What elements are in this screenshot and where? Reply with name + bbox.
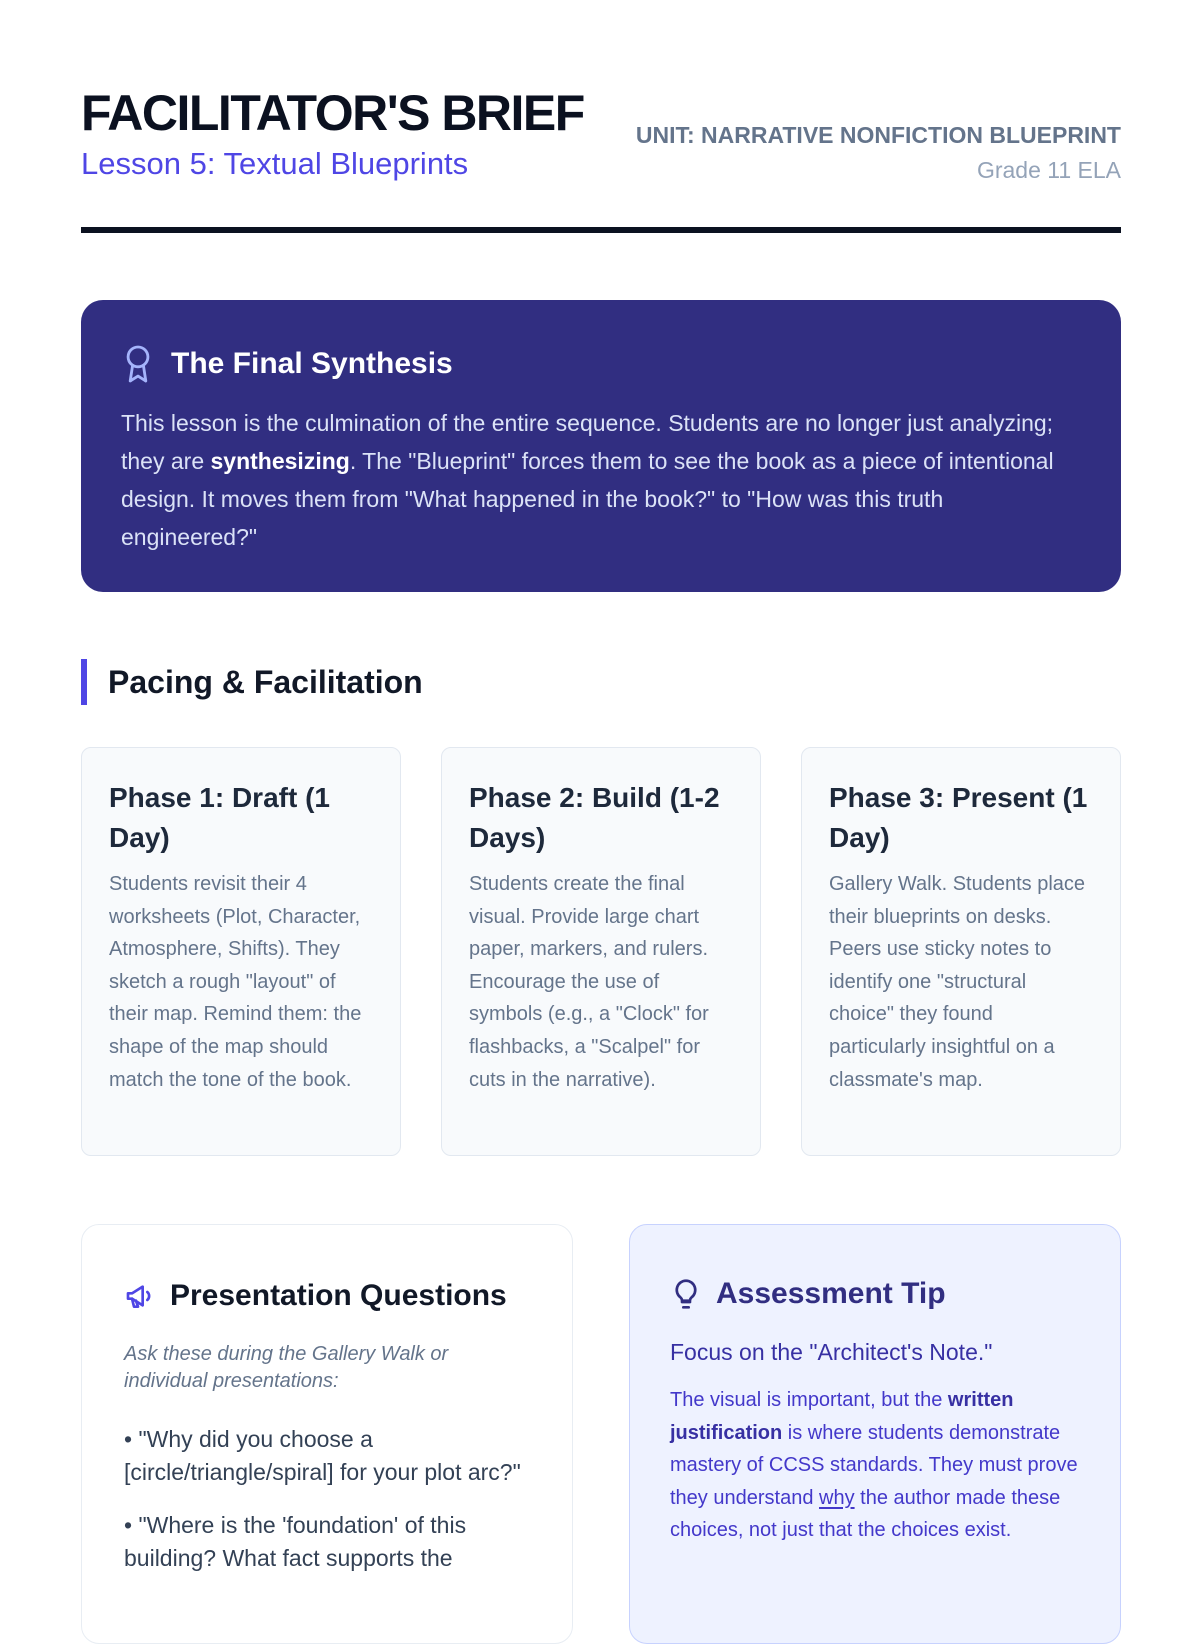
synthesis-header (121, 338, 1081, 390)
pacing-section-heading (81, 659, 423, 705)
assessment-tip-card (629, 1224, 1121, 1644)
list-item: • "Where is the 'foundation' of this building? What fact supports the (124, 1512, 467, 1571)
questions-header (124, 1273, 532, 1319)
phase-card-3 (801, 747, 1121, 1156)
questions-intro: Ask these during the Gallery Walk or individual presentations: (124, 1343, 449, 1392)
presentation-questions-card (81, 1224, 573, 1644)
synthesis-emphasis: synthesizing (210, 448, 350, 474)
pacing-heading-text: Pacing & Facilitation (108, 663, 423, 700)
phase-body: Students create the final visual. Provide large chart paper, markers, and rulers. Encourage the use of symbols (e.g., a "Clock" for flashbacks, a "Scalpel" for cuts in the narrative). (469, 873, 709, 1091)
synthesis-body (121, 404, 1081, 556)
tip-emphasis: written justification (670, 1389, 1014, 1444)
page (81, 0, 1121, 1571)
phase-card-1 (81, 747, 401, 1156)
lightbulb-icon (670, 1278, 702, 1310)
tip-text-3: the author made these choices, not just that the choices exist. (670, 1486, 1061, 1542)
phase-body: Students revisit their 4 worksheets (Plot, Character, Atmosphere, Shifts). They sketch a rough "layout" of their map. Remind them: the shape of the map should match the tone of the book. (109, 873, 362, 1091)
phase-card-2 (441, 747, 761, 1156)
lesson-subtitle: Lesson 5: Textual Blueprints (81, 146, 469, 181)
header (81, 0, 1121, 236)
questions-list (124, 1423, 532, 1575)
synthesis-text-1: This lesson is the culmination of the entire sequence. Students are no longer just analyzing; they are (121, 410, 1054, 474)
phase-cards (81, 747, 1121, 1156)
tip-header (670, 1271, 1080, 1317)
tip-text-2: is where students demonstrate mastery of CCSS standards. They must prove they understand (670, 1421, 1078, 1509)
megaphone-icon (124, 1280, 156, 1312)
phase-title: Phase 1: Draft (1 Day) (109, 782, 330, 853)
document-title: FACILITATOR'S BRIEF (81, 85, 584, 141)
grade-label: Grade 11 ELA (976, 157, 1121, 183)
tip-title: Assessment Tip (716, 1277, 946, 1310)
phase-body: Gallery Walk. Students place their blueprints on desks. Peers use sticky notes to identify one "structural choice" they found particularly insightful on a classmate's map. (829, 873, 1086, 1091)
tip-underline: why (819, 1486, 855, 1509)
synthesis-text-2: . The "Blueprint" forces them to see the book as a piece of intentional design. It moves them from "What happened in the book?" to "How was this truth engineered?" (121, 448, 1054, 550)
phase-title: Phase 2: Build (1-2 Days) (469, 782, 720, 853)
tip-text-1: The visual is important, but the (670, 1389, 948, 1411)
unit-label: UNIT: NARRATIVE NONFICTION BLUEPRINT (635, 122, 1121, 148)
award-ribbon-icon (121, 344, 155, 384)
phase-title: Phase 3: Present (1 Day) (829, 782, 1088, 853)
header-divider (81, 227, 1121, 233)
list-item: • "Why did you choose a [circle/triangle/spiral] for your plot arc?" (124, 1426, 521, 1485)
tip-focus: Focus on the "Architect's Note." (670, 1339, 993, 1365)
synthesis-title: The Final Synthesis (171, 347, 453, 380)
tip-body (670, 1384, 1080, 1547)
questions-title: Presentation Questions (170, 1279, 507, 1312)
synthesis-card (81, 300, 1121, 592)
